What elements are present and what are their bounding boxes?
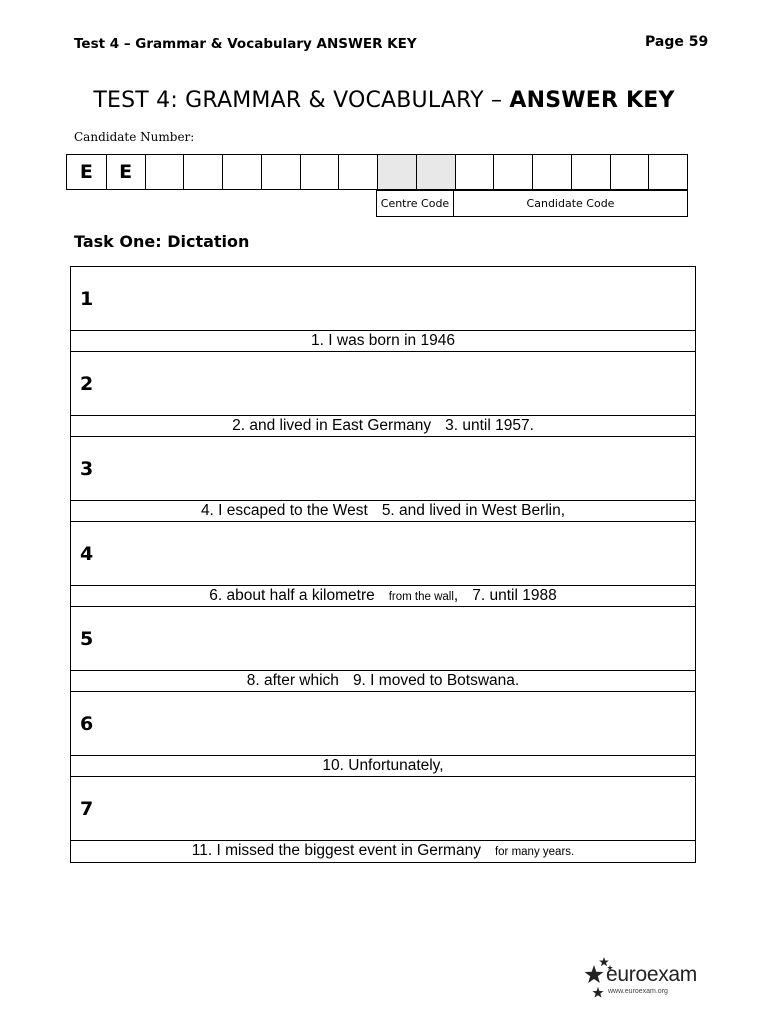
dictation-row [71,352,695,416]
answer-text: 10. Unfortunately, [322,757,444,774]
answer-text: 6. about half a kilometre [209,587,375,604]
code-cell[interactable] [338,155,377,189]
row-number: 6 [80,713,94,735]
centre-code-cell[interactable] [416,155,455,189]
row-number: 3 [80,458,94,480]
code-cell[interactable]: E [79,161,93,183]
candidate-number-grid [66,154,688,190]
row-number: 4 [80,543,94,565]
dictation-row [71,692,695,756]
centre-code-cell[interactable] [377,155,416,189]
dictation-row [71,607,695,671]
answer-line [71,671,695,692]
dictation-row [71,437,695,501]
candidate-code-cell[interactable] [610,155,649,189]
candidate-code-label: Candidate Code [453,190,688,217]
candidate-code-cell[interactable] [493,155,532,189]
dictation-table [70,266,696,863]
answer-punct: , [453,587,459,604]
answer-text: 1. I was born in 1946 [311,332,455,349]
centre-code-label: Centre Code [376,190,454,217]
row-number: 7 [80,798,94,820]
answer-line [71,416,695,437]
title-answer-key: ANSWER KEY [509,88,675,113]
code-cell[interactable] [222,155,261,189]
answer-text: 4. I escaped to the West [200,502,368,519]
answer-note: from the wall [388,591,454,603]
code-cell[interactable] [300,155,339,189]
answer-line [71,586,695,607]
candidate-code-cell[interactable] [571,155,610,189]
answer-line [71,756,695,777]
answer-text: 11. I missed the biggest event in Germany [191,842,481,859]
answer-line [71,331,695,352]
code-cell[interactable] [145,155,184,189]
logo-url: www.euroexam.org [608,988,668,995]
code-cell[interactable]: E [106,155,145,189]
code-cell[interactable] [183,155,222,189]
code-cell[interactable] [261,155,300,189]
answer-text: 5. and lived in West Berlin, [381,502,566,519]
candidate-number-label: Candidate Number: [74,130,195,144]
header-title: Test 4 – Grammar & Vocabulary ANSWER KEY [74,36,417,52]
logo-wordmark: euroexam [606,963,697,986]
title-main: TEST 4: GRAMMAR & VOCABULARY – [93,88,503,113]
row-number: 1 [80,288,94,310]
candidate-code-cell[interactable] [455,155,494,189]
answer-line [71,501,695,522]
candidate-code-cell[interactable] [648,155,687,189]
answer-text: 3. until 1957. [445,417,534,434]
page-title [0,88,768,113]
page-number: Page 59 [645,34,709,50]
answer-note: for many years. [494,846,575,858]
dictation-row [71,522,695,586]
candidate-code-cell[interactable] [532,155,571,189]
answer-text: 2. and lived in East Germany [232,417,432,434]
row-number: 2 [80,373,94,395]
euroexam-logo [584,955,706,1005]
answer-text: 9. I moved to Botswana. [352,672,520,689]
answer-text: 7. until 1988 [472,587,557,604]
answer-line [71,841,695,862]
dictation-row [71,267,695,331]
answer-text: 8. after which [246,672,339,689]
dictation-row [71,777,695,841]
row-number: 5 [80,628,94,650]
task-title: Task One: Dictation [74,232,250,251]
